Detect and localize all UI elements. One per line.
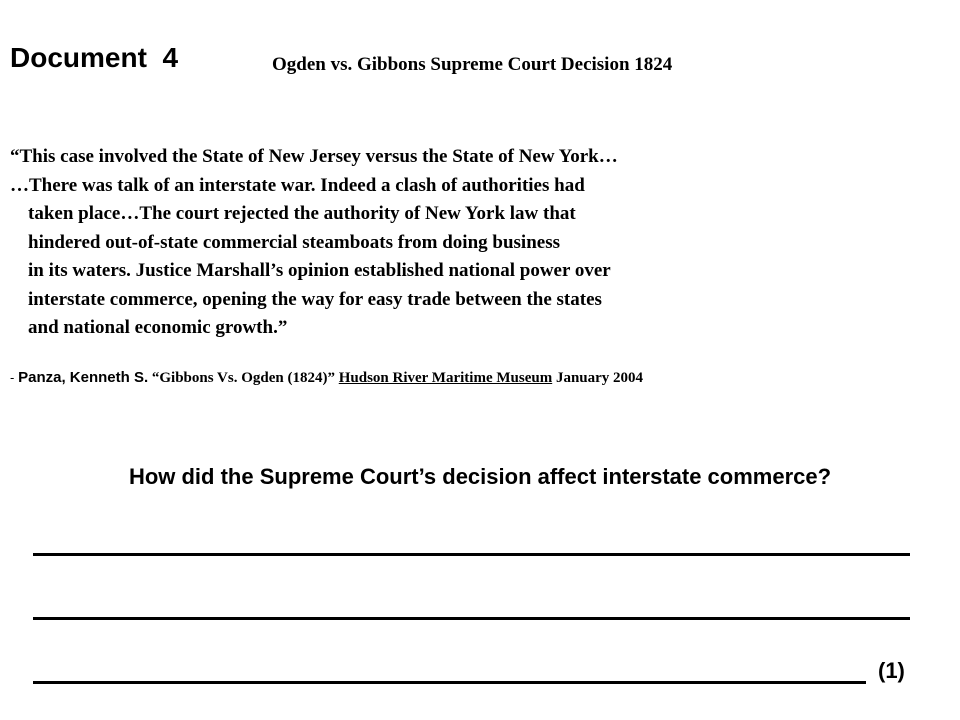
answer-line [33,681,866,684]
quote-line: “This case involved the State of New Jersey versus the State of New York… [10,146,618,167]
citation-work: “Gibbons Vs. Ogden (1824)” [151,370,335,386]
quote-line: hindered out-of-state commercial steamboats from doing business [28,231,560,253]
quote-line: …There was talk of an interstate war. Indeed a clash of authorities had [10,174,585,196]
document-title: Ogden vs. Gibbons Supreme Court Decision 1824 [272,54,673,75]
citation-dash: - [10,370,15,385]
citation-author: Panza, Kenneth S. [18,369,149,386]
question-prompt: How did the Supreme Court’s decision affect interstate commerce? [128,464,832,489]
quote-line: taken place…The court rejected the authority of New York law that [28,203,576,224]
point-value: (1) [878,658,905,683]
document-label: Document 4 [10,42,179,73]
citation [10,369,643,387]
answer-line [33,553,910,556]
answer-line [33,617,910,620]
citation-date: January 2004 [555,370,644,386]
quote-block [10,143,618,343]
quote-line: interstate commerce, opening the way for easy trade between the states [28,288,602,310]
quote-line: in its waters. Justice Marshall’s opinion established national power over [28,260,611,281]
citation-publisher: Hudson River Maritime Museum [338,370,553,386]
quote-line: and national economic growth.” [28,317,288,338]
